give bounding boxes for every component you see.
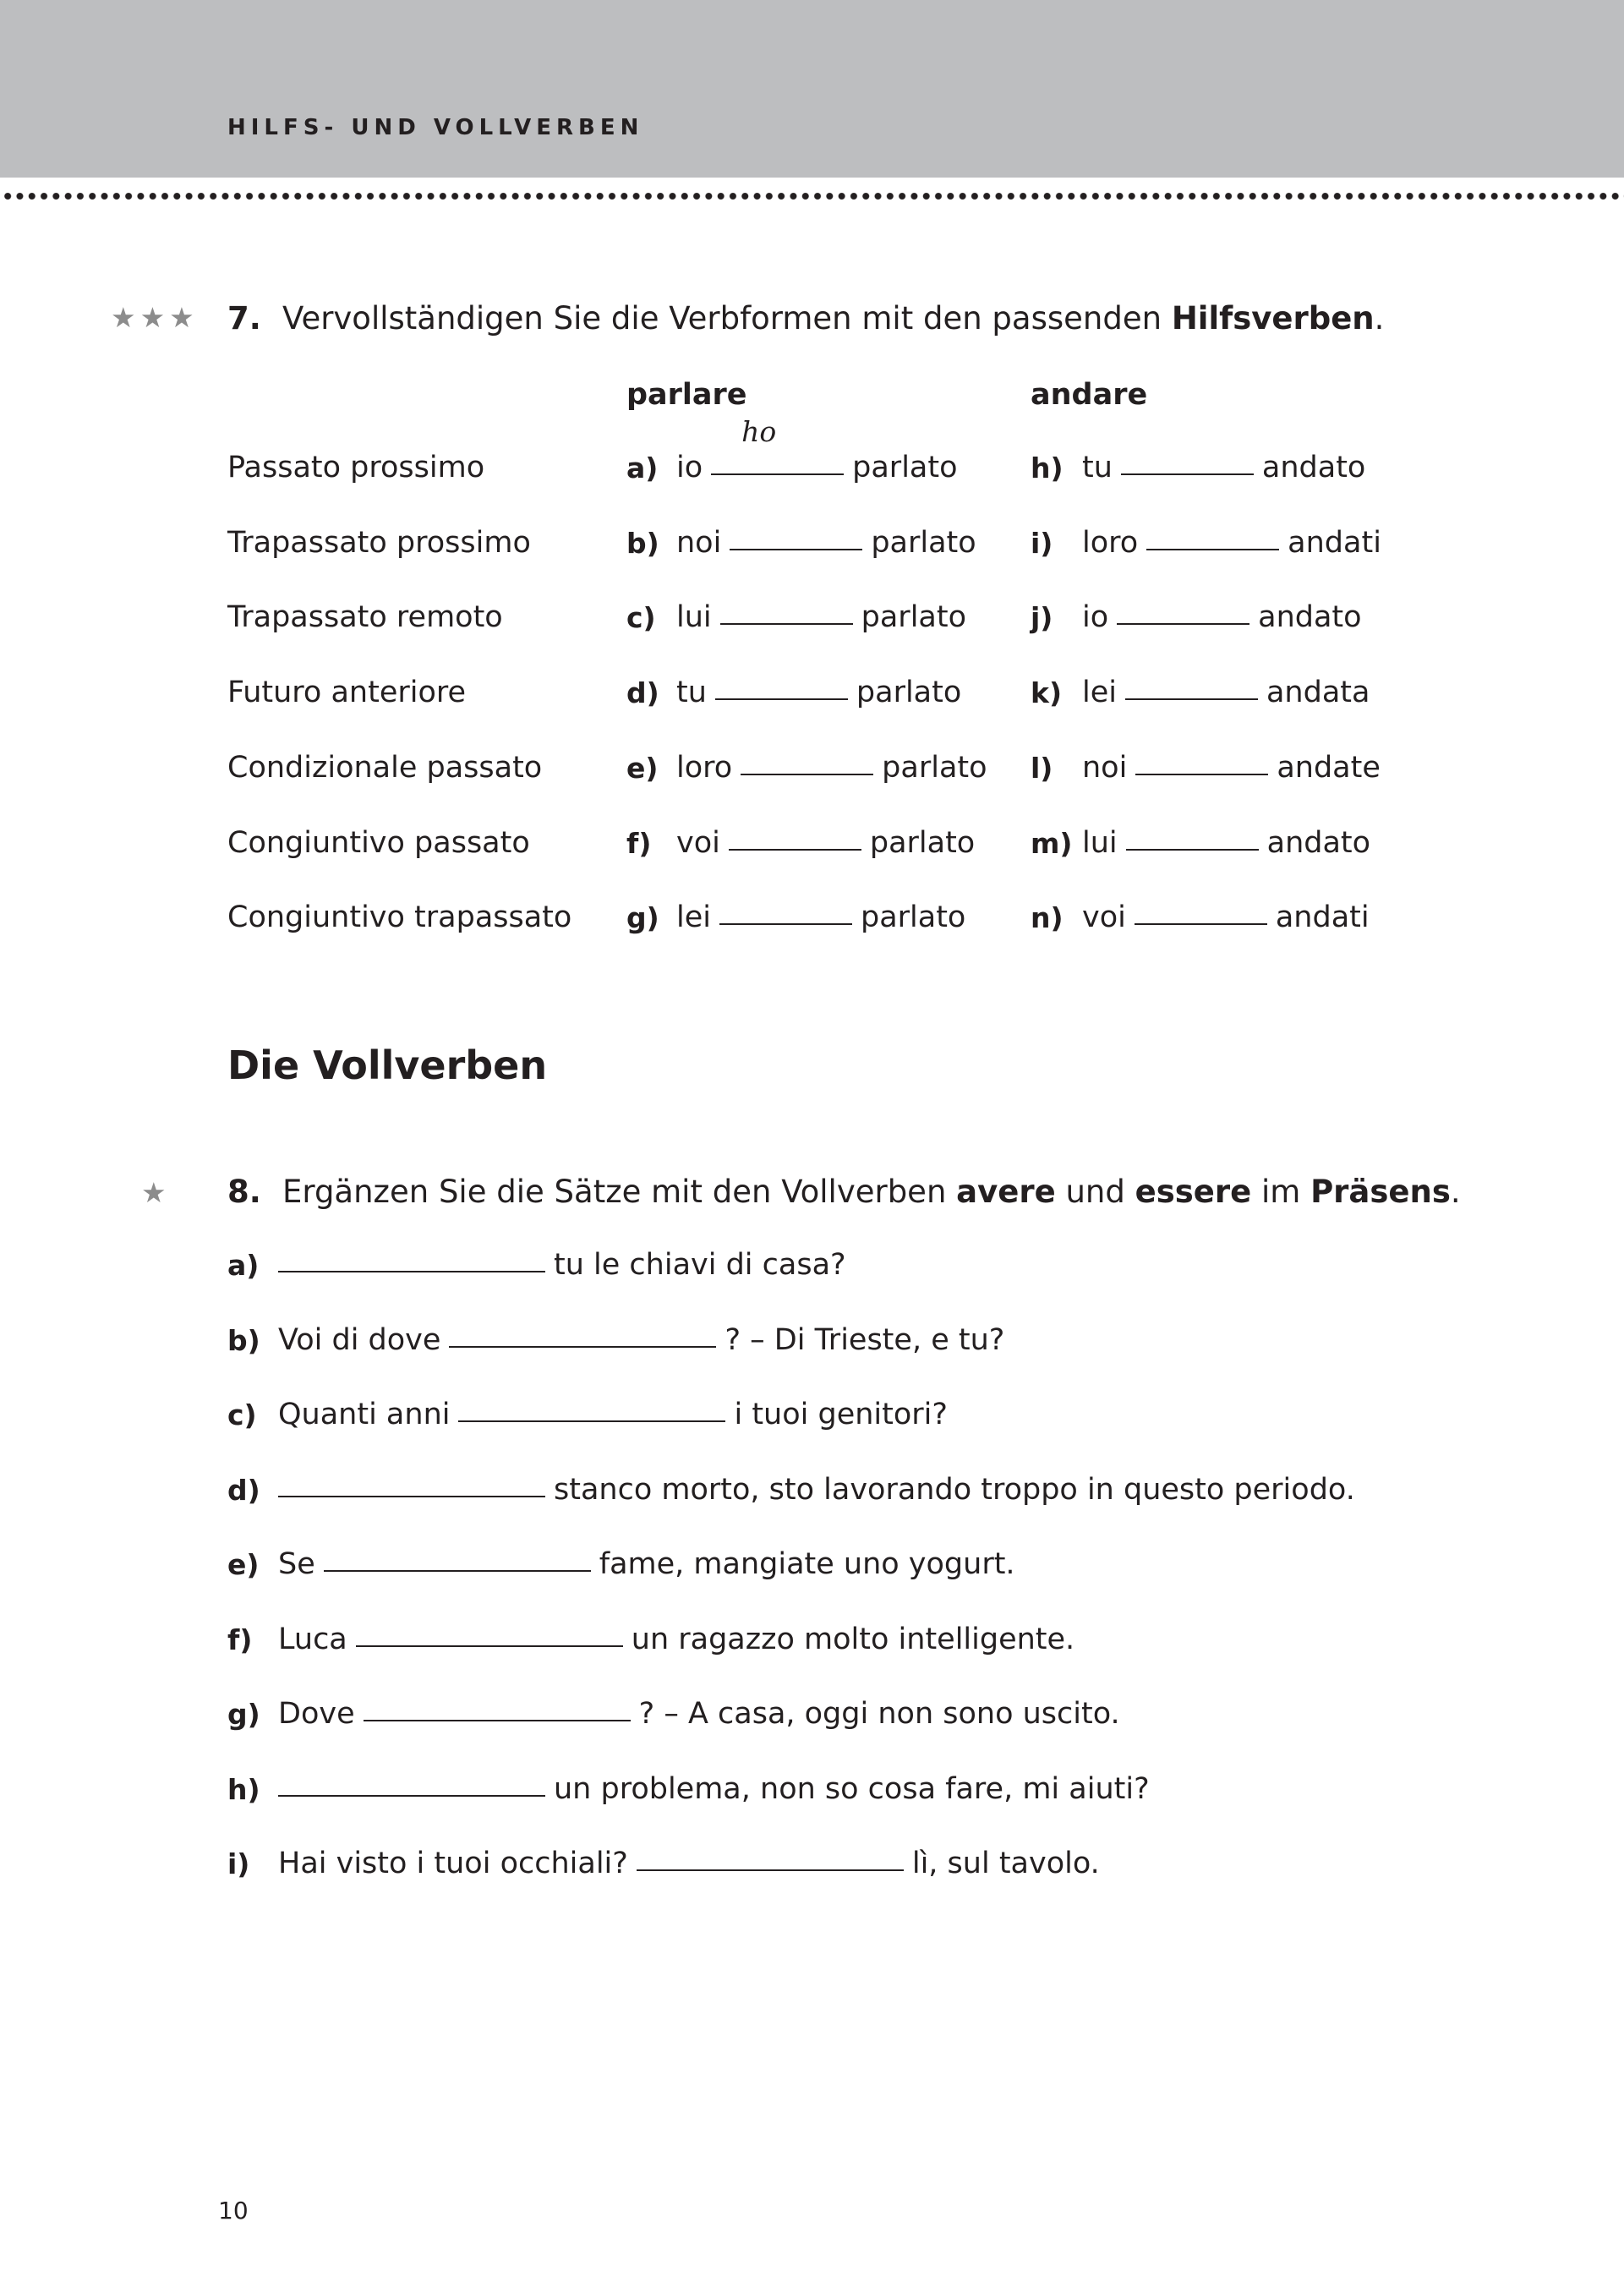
sentence [278, 1547, 1015, 1581]
blank-line [741, 774, 873, 775]
verb-blank[interactable] [278, 1473, 545, 1507]
auxiliary-blank[interactable] [729, 826, 861, 860]
item-letter: d) [227, 1474, 260, 1507]
section-heading: Die Vollverben [227, 1043, 548, 1088]
item-letter: e) [227, 1548, 260, 1581]
verb-form [1082, 751, 1381, 785]
verb-form [1082, 451, 1365, 484]
subject-pronoun: loro [1082, 526, 1139, 560]
participle: andati [1288, 526, 1381, 560]
auxiliary-blank[interactable] [1126, 826, 1259, 860]
verb-blank[interactable] [356, 1623, 623, 1656]
subject-pronoun: lui [1082, 826, 1118, 860]
exercise-8-instruction: Ergänzen Sie die Sätze mit den Vollverben avere und essere im Präsens. [282, 1174, 1461, 1210]
item-letter: h) [1031, 451, 1064, 484]
verb-blank[interactable] [278, 1248, 545, 1282]
difficulty-stars-3: ★★★ [111, 301, 199, 334]
sentence [278, 1847, 1100, 1880]
auxiliary-blank[interactable] [711, 415, 844, 484]
sentence [278, 1248, 846, 1282]
sentence-end: ? – A casa, oggi non sono uscito. [638, 1697, 1120, 1731]
subject-pronoun: loro [676, 751, 733, 785]
blank-line [1126, 849, 1259, 851]
participle: parlato [871, 526, 976, 560]
item-letter: a) [626, 451, 659, 484]
participle: parlato [856, 676, 962, 709]
sentence [278, 1697, 1120, 1731]
sentence [278, 1772, 1150, 1806]
verb-blank[interactable] [449, 1323, 716, 1357]
blank-line [356, 1645, 623, 1647]
blank-line [1125, 698, 1258, 700]
item-letter: c) [227, 1398, 257, 1431]
item-letter: i) [1031, 527, 1053, 560]
subject-pronoun: voi [676, 826, 720, 860]
participle: parlato [852, 451, 958, 484]
sentence-end: tu le chiavi di casa? [554, 1248, 846, 1282]
verb-blank[interactable] [278, 1772, 545, 1806]
auxiliary-blank[interactable] [1135, 900, 1267, 934]
blank-line [730, 549, 862, 550]
verb-form [676, 826, 975, 860]
subject-pronoun: io [1082, 600, 1109, 634]
verb-form [676, 415, 958, 484]
auxiliary-blank[interactable] [730, 526, 862, 560]
subject-pronoun: tu [676, 676, 707, 709]
sentence [278, 1323, 1004, 1357]
verb-form [1082, 826, 1370, 860]
subject-pronoun: noi [676, 526, 722, 560]
auxiliary-blank[interactable] [741, 751, 873, 785]
item-letter: l) [1031, 752, 1053, 785]
page-number: 10 [218, 2197, 249, 2225]
blank-line [1135, 923, 1267, 925]
subject-pronoun: voi [1082, 900, 1126, 934]
auxiliary-blank[interactable] [1146, 526, 1279, 560]
subject-pronoun: io [676, 451, 703, 484]
item-letter: b) [626, 527, 659, 560]
verb-blank[interactable] [637, 1847, 904, 1880]
sentence [278, 1398, 948, 1431]
item-letter: n) [1031, 901, 1064, 934]
tense-label: Futuro anteriore [227, 676, 467, 709]
participle: andati [1275, 900, 1370, 934]
verb-form [1082, 900, 1370, 934]
difficulty-stars-1: ★ [141, 1176, 171, 1209]
blank-line [711, 473, 844, 475]
sentence-end: fame, mangiate uno yogurt. [599, 1547, 1015, 1581]
column-head-parlare: parlare [626, 378, 747, 412]
sentence-start: Luca [278, 1623, 347, 1656]
sentence-start: Voi di dove [278, 1323, 441, 1357]
blank-line [1121, 473, 1254, 475]
tense-label: Trapassato remoto [227, 600, 503, 634]
tense-label: Congiuntivo passato [227, 826, 530, 860]
blank-line [278, 1795, 545, 1797]
blank-line [719, 923, 852, 925]
item-letter: g) [227, 1698, 260, 1731]
verb-form [676, 900, 965, 934]
verb-form [676, 676, 961, 709]
exercise-8-number: 8. [227, 1174, 261, 1210]
auxiliary-blank[interactable] [715, 676, 848, 709]
sentence-start: Quanti anni [278, 1398, 451, 1431]
handwritten-answer: ho [741, 415, 777, 448]
item-letter: c) [626, 601, 656, 634]
blank-line [1135, 774, 1268, 775]
subject-pronoun: lei [1082, 676, 1117, 709]
tense-label: Passato prossimo [227, 451, 485, 484]
sentence [278, 1473, 1355, 1507]
item-letter: d) [626, 676, 659, 709]
sentence-end: lì, sul tavolo. [911, 1847, 1100, 1880]
exercise-7-instruction: Vervollständigen Sie die Verbformen mit den passenden Hilfsverben. [282, 300, 1385, 337]
subject-pronoun: lui [676, 600, 712, 634]
sentence-start: Hai visto i tuoi occhiali? [278, 1847, 628, 1880]
item-letter: j) [1031, 601, 1053, 634]
item-letter: f) [227, 1623, 253, 1656]
item-letter: g) [626, 901, 659, 934]
sentence-start: Se [278, 1547, 315, 1581]
blank-line [729, 849, 861, 851]
participle: andate [1277, 751, 1381, 785]
item-letter: e) [626, 752, 659, 785]
auxiliary-blank[interactable] [1121, 451, 1254, 484]
tense-label: Condizionale passato [227, 751, 543, 785]
item-letter: b) [227, 1324, 260, 1357]
auxiliary-blank[interactable] [1135, 751, 1268, 785]
item-letter: i) [227, 1847, 250, 1880]
dotted-divider [0, 191, 1624, 201]
blank-line [1146, 549, 1279, 550]
item-letter: a) [227, 1249, 260, 1282]
sentence [278, 1623, 1074, 1656]
verb-form [676, 751, 987, 785]
sentence-end: stanco morto, sto lavorando troppo in questo periodo. [554, 1473, 1355, 1507]
blank-line [449, 1346, 716, 1348]
subject-pronoun: noi [1082, 751, 1128, 785]
auxiliary-blank[interactable] [719, 900, 852, 934]
participle: parlato [860, 900, 966, 934]
participle: parlato [869, 826, 976, 860]
item-letter: m) [1031, 827, 1073, 860]
verb-blank[interactable] [364, 1697, 631, 1731]
blank-line [364, 1720, 631, 1721]
verb-blank[interactable] [324, 1547, 591, 1581]
participle: andato [1258, 600, 1362, 634]
blank-line [637, 1869, 904, 1871]
participle: andato [1261, 451, 1366, 484]
participle: andata [1266, 676, 1370, 709]
participle: andato [1266, 826, 1371, 860]
column-head-andare: andare [1031, 378, 1148, 412]
sentence-end: un problema, non so cosa fare, mi aiuti? [554, 1772, 1150, 1806]
sentence-end: ? – Di Trieste, e tu? [725, 1323, 1005, 1357]
blank-line [458, 1420, 725, 1422]
verb-form [1082, 676, 1370, 709]
sentence-start: Dove [278, 1697, 355, 1731]
auxiliary-blank[interactable] [1117, 600, 1249, 634]
verb-form [676, 600, 966, 634]
subject-pronoun: tu [1082, 451, 1113, 484]
verb-form [1082, 526, 1381, 560]
blank-line [1117, 623, 1249, 625]
item-letter: f) [626, 827, 652, 860]
verb-form [1082, 600, 1362, 634]
auxiliary-blank[interactable] [1125, 676, 1258, 709]
auxiliary-blank[interactable] [720, 600, 853, 634]
sentence-end: i tuoi genitori? [734, 1398, 948, 1431]
verb-blank[interactable] [458, 1398, 725, 1431]
exercise-7-number: 7. [227, 300, 261, 337]
header-band [0, 0, 1624, 178]
participle: parlato [861, 600, 967, 634]
tense-label: Congiuntivo trapassato [227, 900, 572, 934]
blank-line [278, 1271, 545, 1272]
participle: parlato [882, 751, 987, 785]
blank-line [324, 1570, 591, 1572]
tense-label: Trapassato prossimo [227, 526, 531, 560]
verb-form [676, 526, 976, 560]
chapter-title: HILFS- UND VOLLVERBEN [227, 115, 644, 140]
blank-line [278, 1496, 545, 1497]
blank-line [720, 623, 853, 625]
blank-line [715, 698, 848, 700]
item-letter: k) [1031, 676, 1063, 709]
item-letter: h) [227, 1773, 260, 1806]
subject-pronoun: lei [676, 900, 711, 934]
sentence-end: un ragazzo molto intelligente. [631, 1623, 1075, 1656]
